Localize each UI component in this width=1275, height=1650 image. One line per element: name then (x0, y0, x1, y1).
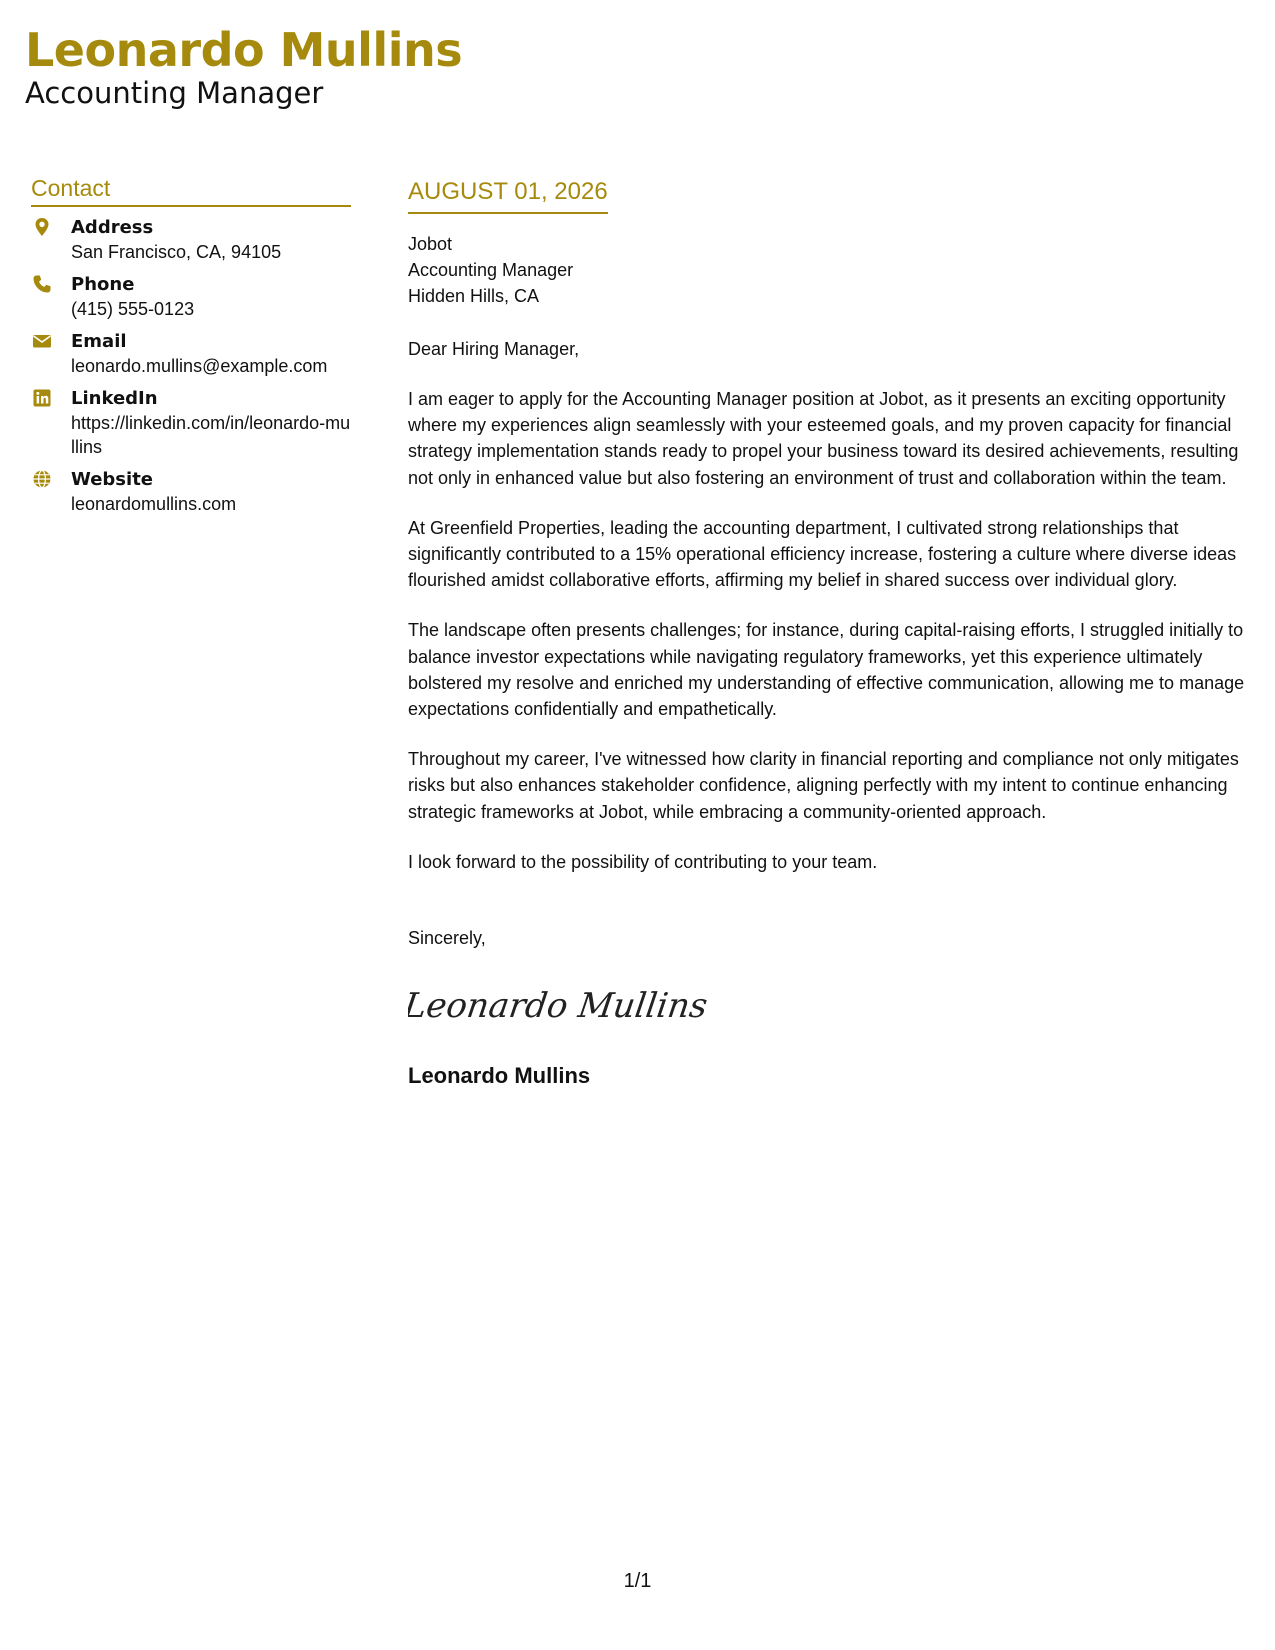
signature-text: Leonardo Mullins (408, 986, 708, 1027)
linkedin-icon (32, 388, 52, 408)
signer-name: Leonardo Mullins (408, 1063, 591, 1089)
phone-value: (415) 555-0123 (71, 299, 195, 319)
contact-item-address (31, 215, 351, 264)
letter-date: AUGUST 01, 2026 (408, 176, 608, 214)
contact-item-website (31, 467, 351, 516)
address-value: San Francisco, CA, 94105 (71, 242, 282, 262)
handwritten-signature (408, 977, 708, 1037)
contact-sidebar (31, 172, 351, 516)
contact-item-email (31, 329, 351, 378)
linkedin-value[interactable]: https://linkedin.com/in/leonardo-mullins (71, 413, 351, 457)
applicant-title: Accounting Manager (25, 76, 324, 110)
letter-paragraph: At Greenfield Properties, leading the accounting department, I cultivated strong relationships that significantly contributed to a 15% operational efficiency increase, fostering a culture where diverse ideas flourished amidst collaborative efforts, affirming my belief in shared success over individual glory. (408, 517, 1237, 591)
resume-header (25, 22, 462, 110)
letter-paragraph: The landscape often presents challenges; for instance, during capital-raising efforts, I struggled initially to balance investor expectations while navigating regulatory frameworks, yet this experience ultimately bolstered my resolve and enriched my understanding of effective communication, allowing me to manage expectations confidentially and empathetically. (408, 620, 1245, 720)
salutation: Dear Hiring Manager, (408, 339, 580, 359)
contact-label: Website (71, 469, 154, 490)
recipient-block (408, 231, 1253, 309)
recipient-location: Hidden Hills, CA (408, 286, 540, 306)
contact-item-phone (31, 272, 351, 321)
contact-heading: Contact (31, 172, 351, 207)
letter-paragraph: I look forward to the possibility of contributing to your team. (408, 851, 878, 872)
letter-paragraph: Throughout my career, I've witnessed how clarity in financial reporting and compliance not only mitigates risks but also enhances stakeholder confidence, aligning perfectly with my intent to continue enhancing strategic frameworks at Jobot, while embracing a community-oriented approach. (408, 749, 1239, 822)
map-pin-icon (32, 217, 52, 237)
contact-label: Email (71, 331, 127, 352)
website-value[interactable]: leonardomullins.com (71, 494, 237, 514)
letter-body (408, 176, 1253, 1090)
recipient-position: Accounting Manager (408, 260, 574, 280)
globe-icon (32, 469, 52, 489)
phone-icon (32, 274, 52, 294)
recipient-company: Jobot (408, 234, 453, 254)
page-number: 1/1 (623, 1570, 652, 1592)
applicant-name: Leonardo Mullins (25, 23, 463, 77)
contact-label: Phone (71, 274, 135, 295)
contact-label: LinkedIn (71, 388, 158, 409)
letter-paragraph: I am eager to apply for the Accounting Manager position at Jobot, as it presents an exciting opportunity where my experiences align seamlessly with your esteemed goals, and my proven capacity for financial strategy implementation stands ready to propel your business toward its desired achievements, resulting not only in enhanced value but also fostering an environment of trust and collaboration within the team. (408, 389, 1239, 488)
closing: Sincerely, (408, 928, 486, 949)
envelope-icon (32, 331, 52, 351)
contact-label: Address (71, 217, 154, 238)
email-value[interactable]: leonardo.mullins@example.com (71, 356, 328, 376)
contact-item-linkedin (31, 386, 351, 459)
